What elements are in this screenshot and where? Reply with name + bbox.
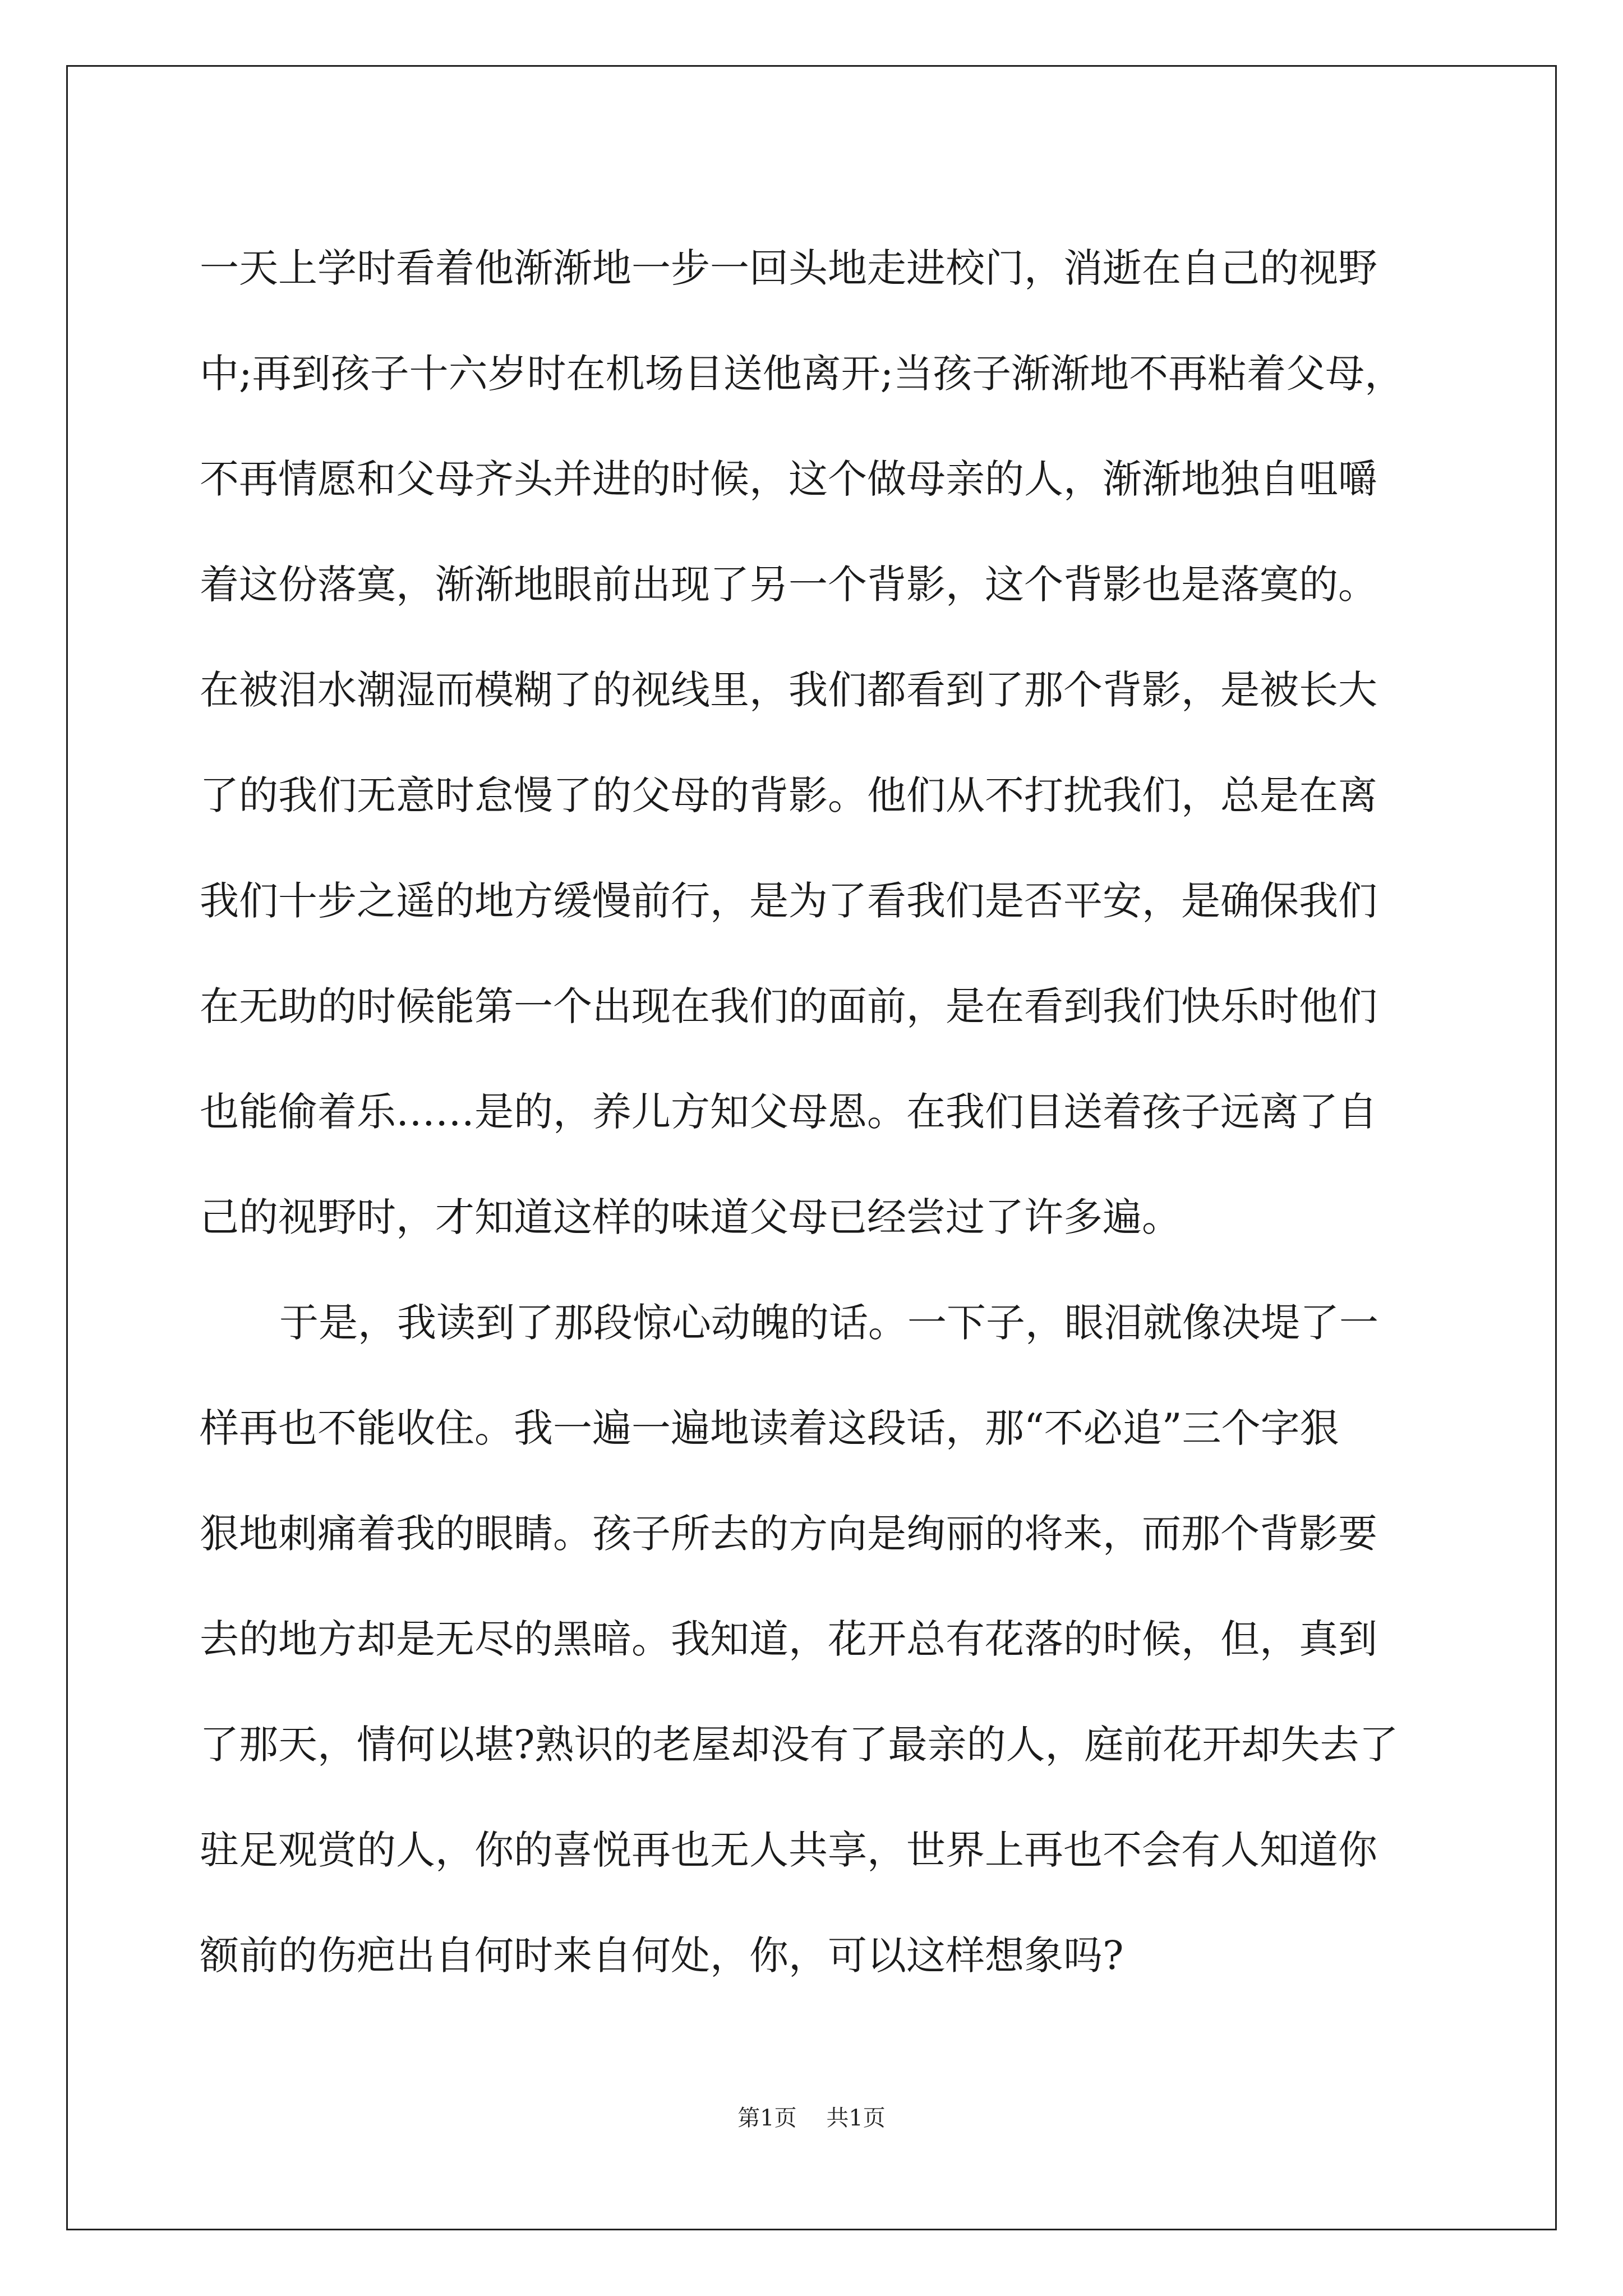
text-line: 驻足观赏的人，你的喜悦再也无人共享，世界上再也不会有人知道你	[200, 1827, 1377, 1873]
text-line: 一天上学时看着他渐渐地一步一回头地走进校门，消逝在自己的视野	[200, 245, 1377, 291]
text-line: 去的地方却是无尽的黑暗。我知道，花开总有花落的时候，但，真到	[200, 1616, 1377, 1662]
text-line: 了的我们无意时怠慢了的父母的背影。他们从不打扰我们，总是在离	[200, 772, 1377, 818]
text-line: 己的视野时，才知道这样的味道父母已经尝过了许多遍。	[200, 1194, 1181, 1240]
paragraph-start-line: 于是，我读到了那段惊心动魄的话。一下子，眼泪就像决堤了一	[279, 1300, 1378, 1346]
text-line: 着这份落寞，渐渐地眼前出现了另一个背影，这个背影也是落寞的。	[200, 562, 1377, 608]
total-pages: 共1页	[826, 2105, 886, 2131]
text-line: 在无助的时候能第一个出现在我们的面前，是在看到我们快乐时他们	[200, 983, 1377, 1029]
text-line: 我们十步之遥的地方缓慢前行，是为了看我们是否平安，是确保我们	[200, 878, 1377, 924]
text-line: 也能偷着乐……是的，养儿方知父母恩。在我们目送着孩子远离了自	[200, 1089, 1377, 1135]
page-number: 第1页	[737, 2105, 797, 2131]
text-line: 额前的伤疤出自何时来自何处，你，可以这样想象吗?	[200, 1932, 1124, 1978]
text-line: 了那天，情何以堪?熟识的老屋却没有了最亲的人，庭前花开却失去了	[200, 1722, 1399, 1768]
page-footer	[0, 2100, 1623, 2132]
text-line: 样再也不能收住。我一遍一遍地读着这段话，那“不必追”三个字狠	[200, 1405, 1339, 1451]
text-line: 在被泪水潮湿而模糊了的视线里，我们都看到了那个背影，是被长大	[200, 667, 1377, 713]
document-body	[200, 215, 1439, 2008]
text-line: 中;再到孩子十六岁时在机场目送他离开;当孩子渐渐地不再粘着父母，	[200, 351, 1404, 397]
text-line: 狠地刺痛着我的眼睛。孩子所去的方向是绚丽的将来，而那个背影要	[200, 1511, 1377, 1557]
text-line: 不再情愿和父母齐头并进的时候，这个做母亲的人，渐渐地独自咀嚼	[200, 456, 1377, 502]
